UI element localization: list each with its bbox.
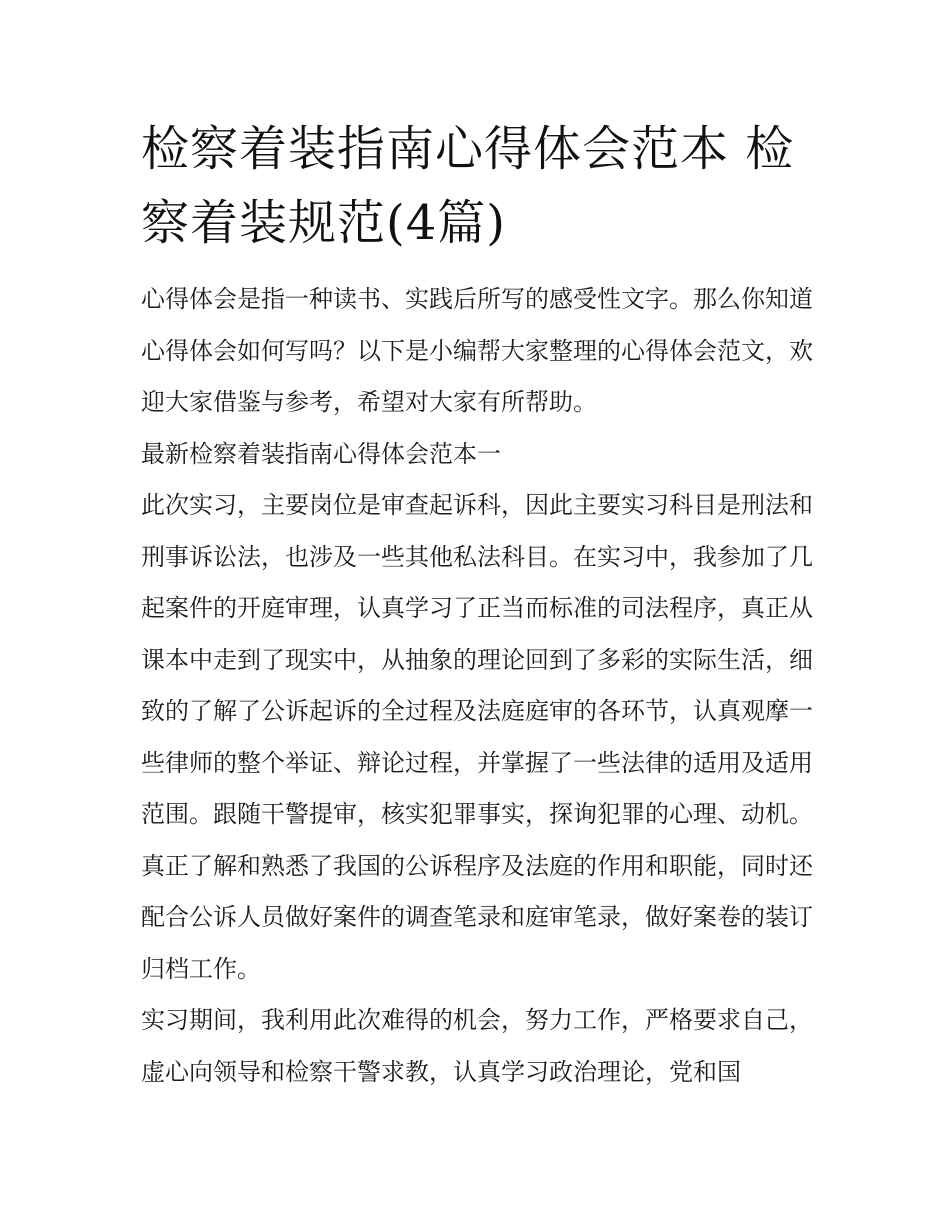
body-paragraph: 实习期间，我利用此次难得的机会，努力工作，严格要求自己，虚心向领导和检察干警求教，认真学习政治理论，党和国 — [141, 1006, 813, 1086]
intro-paragraph: 心得体会是指一种读书、实践后所写的感受性文字。那么你知道心得体会如何写吗？以下是小编帮大家整理的心得体会范文，欢迎大家借鉴与参考，希望对大家有所帮助。 — [141, 285, 813, 416]
document-content — [141, 112, 813, 1098]
section-heading: 最新检察着装指南心得体会范本一 — [141, 439, 501, 468]
document-body — [141, 274, 813, 1098]
document-title: 检察着装指南心得体会范本 检察着装规范(4篇) — [141, 121, 795, 251]
body-paragraph: 此次实习，主要岗位是审查起诉科，因此主要实习科目是刑法和刑事诉讼法，也涉及一些其他私法科目。在实习中，我参加了几起案件的开庭审理，认真学习了正当而标准的司法程序，真正从课本中走到了现实中，从抽象的理论回到了多彩的实际生活，细致的了解了公诉起诉的全过程及法庭庭审的各环节，认真观摩一些律师的整个举证、辩论过程，并掌握了一些法律的适用及适用范围。跟随干警提审，核实犯罪事实，探询犯罪的心理、动机。真正了解和熟悉了我国的公诉程序及法庭的作用和职能，同时还配合公诉人员做好案件的调查笔录和庭审笔录，做好案卷的装订归档工作。 — [141, 491, 813, 983]
